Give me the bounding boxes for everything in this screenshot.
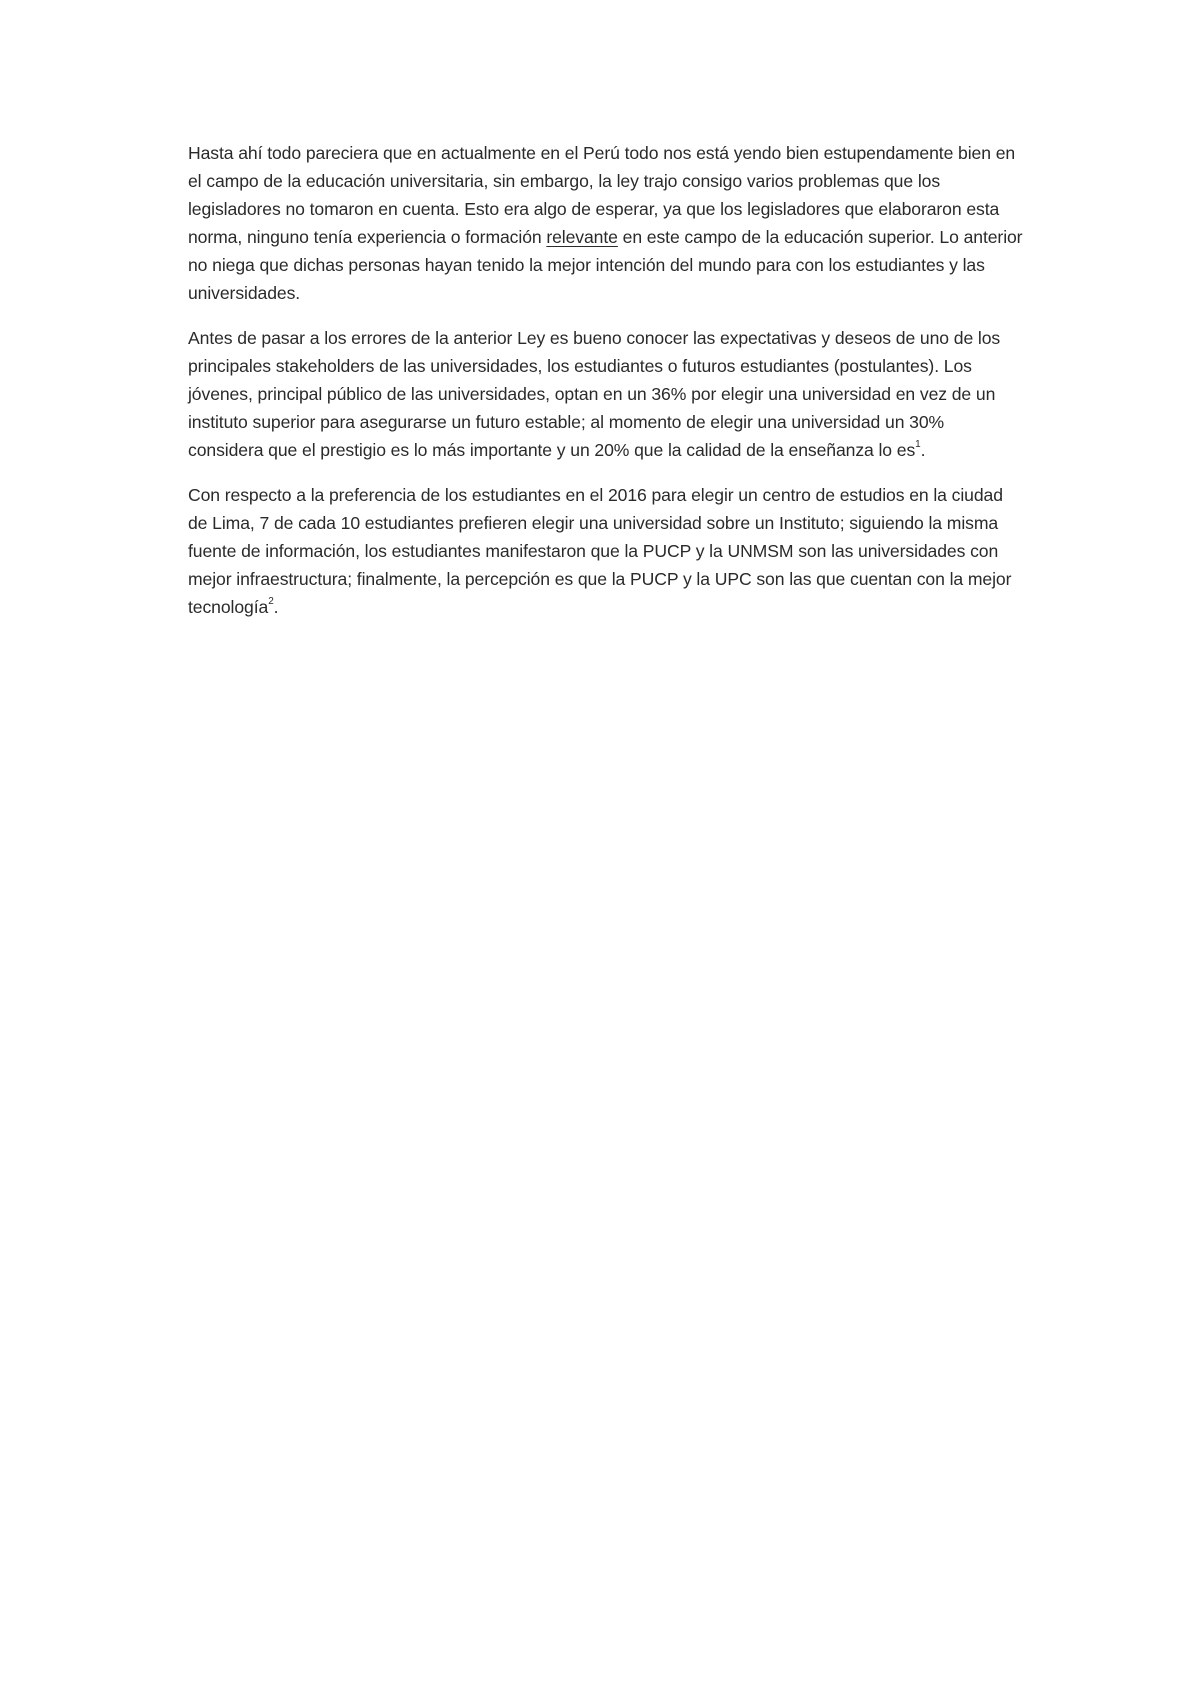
footnote-marker-2: 2 (268, 596, 274, 608)
paragraph-3-text: Con respecto a la preferencia de los estudiantes en el 2016 para elegir un centro de estudios en la ciudad de Lima, 7 de cada 10 estudiantes prefieren elegir una universidad sobre un Instituto; siguiendo la misma fuente de información, los estudiantes manifestaron que la PUCP y la UNMSM son las universidades con mejor infraestructura; finalmente, la percepción es que la PUCP y la UPC son las que cuentan con la mejor tecnología (188, 485, 1012, 617)
footnote-marker-1: 1 (915, 439, 921, 451)
document-body (188, 139, 1023, 638)
paragraph-1-text-before: Hasta ahí todo pareciera que en actualmente en el Perú todo nos está yendo bien estupendamente bien en el campo de la educación universitaria, sin embargo, la ley trajo consigo varios problemas que los legisladores no tomaron en cuenta. Esto era algo de esperar, ya que los legisladores que elaboraron esta norma, ninguno tenía experiencia o formación (188, 143, 1016, 247)
paragraph-3-end: . (273, 597, 279, 617)
underlined-word-relevante: relevante (546, 227, 618, 247)
paragraph-1-text-after: en este campo de la educación superior. Lo anterior no niega que dichas personas hayan tenido la mejor intención del mundo para con los estudiantes y las universidades. (188, 227, 1023, 303)
paragraph-2-end: . (920, 440, 926, 460)
paragraph-3 (188, 481, 1023, 621)
paragraph-2-text: Antes de pasar a los errores de la anterior Ley es bueno conocer las expectativas y deseos de uno de los principales stakeholders de las universidades, los estudiantes o futuros estudiantes (postulantes). Los jóvenes, principal público de las universidades, optan en un 36% por elegir una universidad en vez de un instituto superior para asegurarse un futuro estable; al momento de elegir una universidad un 30% considera que el prestigio es lo más importante y un 20% que la calidad de la enseñanza lo es (188, 328, 1001, 460)
paragraph-1 (188, 139, 1023, 307)
paragraph-2 (188, 324, 1023, 464)
